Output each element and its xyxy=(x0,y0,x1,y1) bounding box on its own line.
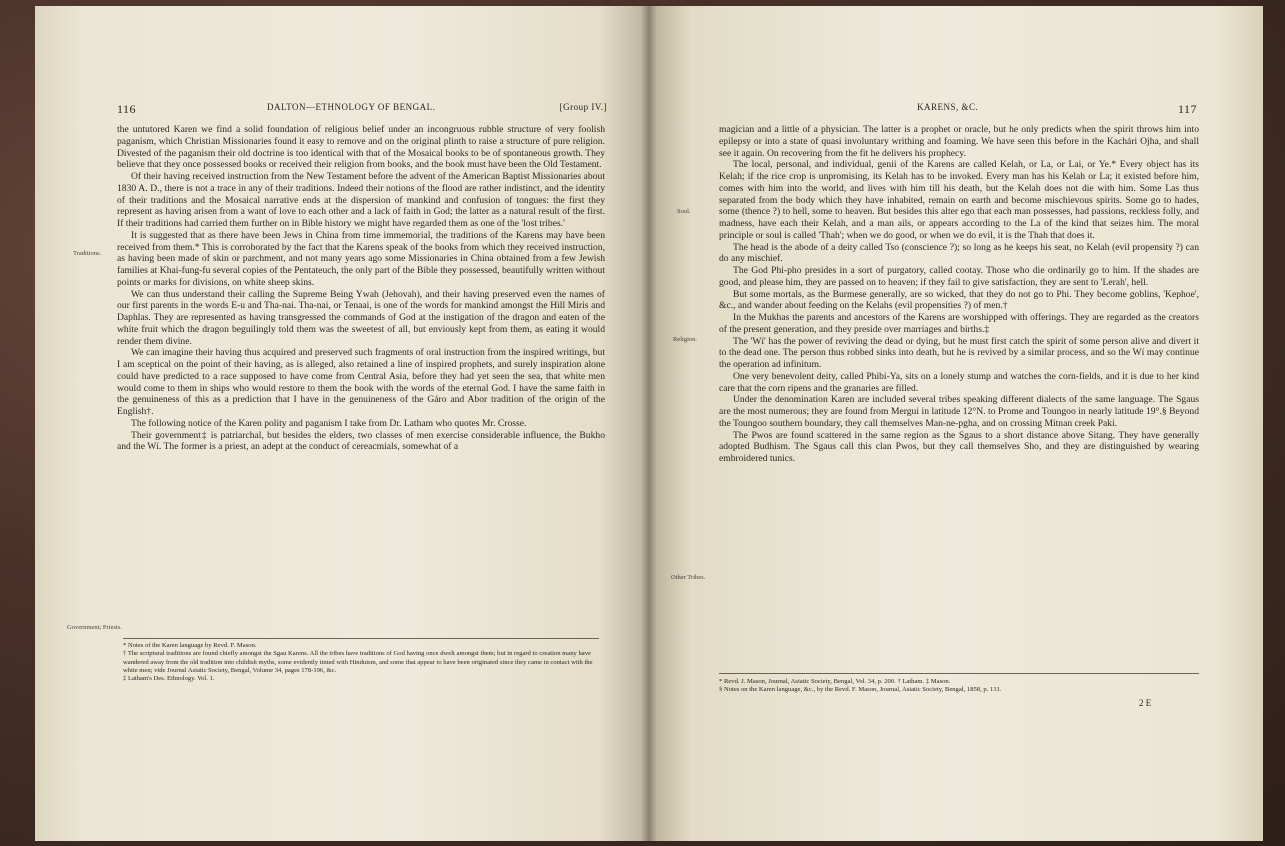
section-label: [Group IV.] xyxy=(559,102,607,112)
footnote-rule xyxy=(123,638,599,639)
right-page xyxy=(649,6,1263,841)
paragraph: One very benevolent deity, called Phibi-Ya, sits on a lonely stump and watches the corn-fields, and it is due to her kind care that the corn ripens and the granaries are filled. xyxy=(719,370,1199,394)
paragraph: We can thus understand their calling the Supreme Being Ywah (Jehovah), and their having preserved even the names of our first parents in the words E-u and Tha-nai. Tha-nai, or Tenaai, is one of the words for mankind amongst the Hill Miris and Daphlas. They are represented as having transgressed the commands of God at the instigation of the dragon and eaten of the white fruit which the dragon beguilingly told them was the sweetest of all, but enviously kept from them, as eating it would render them divine. xyxy=(117,288,605,347)
margin-note-religion: Religion. xyxy=(673,336,698,343)
page-number: 116 xyxy=(117,102,137,116)
book-gutter xyxy=(641,6,657,841)
margin-note-souls: Soul. xyxy=(677,208,691,215)
footnote: † The scriptural traditions are found chiefly amongst the Sgau Karens. All the tribes have traditions of God having once dwelt amongst them; but in regard to creation many have wandered away from the old tradition into childish myths, some evidently tinted with Hinduism, and some that appear to have been originated since they came in contact with the white men; vide Journal Asiatic Society, Bengal, Volume 34, pages 178-196, &c. xyxy=(123,650,593,674)
footnote: ‡ Latham's Des. Ethnology. Vol. 1. xyxy=(123,675,215,683)
left-page xyxy=(35,6,649,841)
margin-note-other-tribes: Other Tribes. xyxy=(671,574,706,581)
paragraph: The head is the abode of a deity called Tso (conscience ?); so long as he keeps his seat, no Kelah (evil propensity ?) can do any mischief. xyxy=(719,241,1199,265)
paragraph: Of their having received instruction from the New Testament before the advent of the American Baptist Missionaries about 1830 A. D., there is not a trace in any of their traditions. Indeed their notions of the flood are rather indistinct, and the identity of their traditions and the Mosaical narrative ends at the dispersion of mankind and confusion of tongues: the first they represent as having arisen from a want of love to each other and a lack of faith in God; the latter as a natural result of the first. If their traditions had carried them further on in Bible history we might have regarded them as one of the 'lost tribes.' xyxy=(117,171,605,229)
paragraph: the untutored Karen we find a solid foundation of religious belief under an incongruous rubble structure of very foolish paganism, which Christian Missionaries found it easy to remove and on the original plinth to raise a structure of pure religion. Divested of the paganism their old doctrine is too identical with that of the Mosaical books to be of spontaneous growth. They believe that they once possessed books or received their religion from books, and the book must have been the Old Testament. xyxy=(117,124,605,171)
running-head-title: DALTON—ETHNOLOGY OF BENGAL. xyxy=(267,102,436,112)
margin-note-government: Government; Priests. xyxy=(67,624,122,631)
right-body-text xyxy=(719,124,1199,465)
left-footnotes xyxy=(123,642,603,683)
signature-mark: 2 E xyxy=(1139,698,1152,708)
paragraph: Their government‡ is patriarchal, but besides the elders, two classes of men exercise considerable influence, the Bukho and the Wí. The former is a priest, an adept at the conduct of cereacmials, somewhat of a xyxy=(117,429,605,453)
footnote-rule xyxy=(719,673,1199,674)
paragraph: magician and a little of a physician. The latter is a prophet or oracle, but he only predicts when the spirit throws him into epilepsy or into a state of quasi involuntary writhing and foaming. We have seen this before in the Kachári Ojha, and shall see it again. On recovering from the fit he delivers his prophecy. xyxy=(719,124,1199,159)
paragraph: We can imagine their having thus acquired and preserved such fragments of oral instruction from the inspired writings, but I am sceptical on the point of their having, as is alleged, also retained a line of inspired prophets, and surely inspiration alone could have predicted to a race supposed to have come from Central Asia, before they had yet seen the sea, that white men would come to them in ships who would restore to them the book with the words of the eternal God. I have the same faith in the genuineness of this as a prediction that I have in the genuineness of the Gáro and Abor tradition of the origin of the English†. xyxy=(117,347,605,417)
running-head-title: KARENS, &C. xyxy=(917,102,979,112)
paragraph: The 'Wí' has the power of reviving the dead or dying, but he must first catch the spirit of some person alive and divert it to the dead one. The person thus robbed sinks into death, but he is revived by a similar process, and so the Wí may continue the operation ad infinitum. xyxy=(719,335,1199,370)
right-footnotes xyxy=(719,678,1199,695)
margin-note-traditions: Traditions. xyxy=(73,250,102,257)
footnote: * Revd. J. Mason, Journal, Asiatic Society, Bengal, Vol. 34, p. 200. † Latham. ‡ Mason. xyxy=(719,678,951,685)
paragraph: But some mortals, as the Burmese generally, are so wicked, that they do not go to Phi. They become goblins, 'Kephoe', &c., and wander about feeding on the Kelahs (evil propensities ?) of men.† xyxy=(719,288,1199,312)
paragraph: Under the denomination Karen are included several tribes speaking different dialects of the same language. The Sgaus are the most numerous; they are found from Mergui in latitude 12°N. to Prome and Toungoo in nearly latitude 19°.§ Beyond the Toungoo southern boundary, they call themselves Man-ne-pgha, and on crossing Mitnan creek Paki. xyxy=(719,394,1199,429)
footnote: * Notes of the Karen language by Revd. F. Mason. xyxy=(123,642,257,649)
book-spread xyxy=(35,6,1263,841)
left-body-text xyxy=(117,124,605,453)
paragraph: The following notice of the Karen polity and paganism I take from Dr. Latham who quotes Mr. Crosse. xyxy=(131,417,527,429)
paragraph: The local, personal, and individual, genii of the Karens are called Kelah, or La, or Lai, or Ye.* Every object has its Kelah; if the rice crop is unpromising, its Kelah has to be invoked. Every man has his Kelah or La; it existed before him, comes with him into the world, and lives with him till his death, but the Kelah does not die with him. Some Las thus separated from the body which they have inhabited, remain on earth and become mischievous spirits. Some go to hades, some (thence ?) to hell, some to heaven. But besides this alter ego that each man possesses, had passions, reckless folly, and madness, have each their Kelah, and a man ails, or appears according to the La of the kind that seizes him. The moral principle or soul is called 'Thah'; when we do good, or when we do evil, it is the Thah that does it. xyxy=(719,159,1199,241)
paragraph: It is suggested that as there have been Jews in China from time immemorial, the traditions of the Karens may have been received from them.* This is corroborated by the fact that the Karens speak of the books from which they received instruction, as having been made of skin or parchment, and not many years ago some Missionaries in China obtained from a few Jewish families at Khai-fung-fu several copies of the Pentateuch, the only part of the Bible they possessed, beautifully written without points or marks for divisions, on white sheep skins. xyxy=(117,229,605,288)
paragraph: The God Phi-pho presides in a sort of purgatory, called cootay. Those who die ordinarily go to him. If the shades are good, and please him, they are passed on to heaven; if they fail to give satisfaction, they are sent to 'Lerah', hell. xyxy=(719,265,1199,288)
paragraph: In the Mukhas the parents and ancestors of the Karens are worshipped with offerings. They are regarded as the creators of the present generation, and they preside over marriages and births.‡ xyxy=(719,312,1199,335)
page-number: 117 xyxy=(1177,102,1197,116)
footnote: § Notes on the Karen language, &c., by the Revd. F. Mason, Journal, Asiatic Society, Bengal, 1858, p. 131. xyxy=(719,686,1002,694)
paragraph: The Pwos are found scattered in the same region as the Sgaus to a short distance above Sitang. They have generally adopted Budhism. The Sgaus call this clan Pwos, but they call themselves Sho, and they are distinguished by wearing embroidered tunics. xyxy=(719,429,1199,464)
